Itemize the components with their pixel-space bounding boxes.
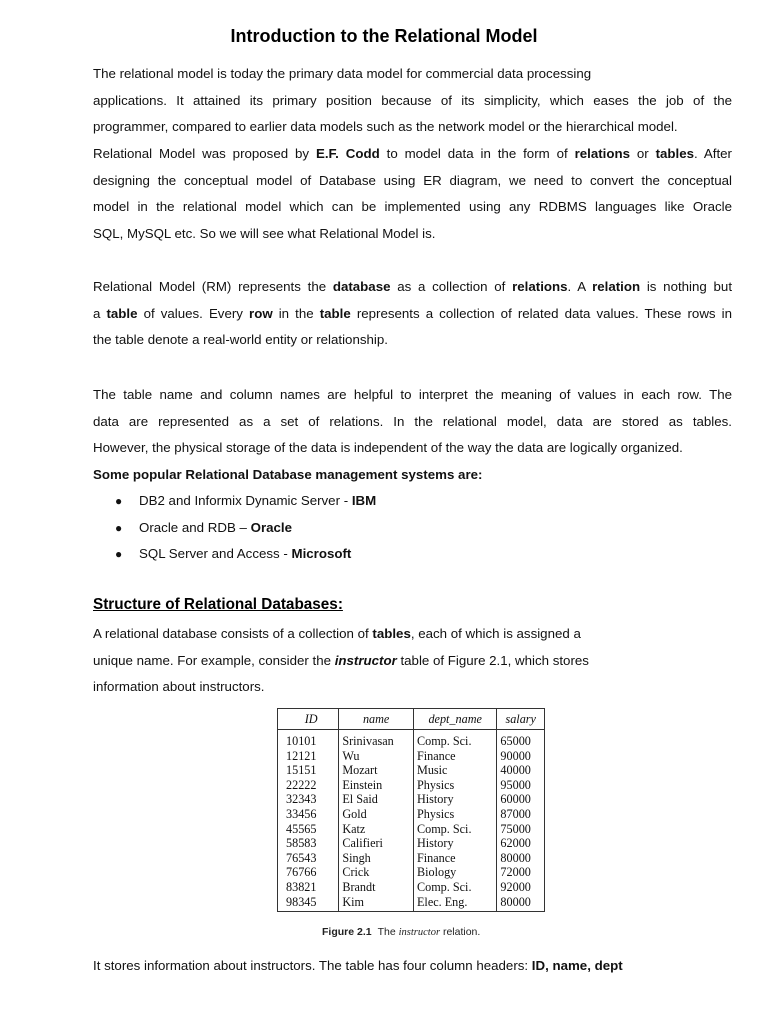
page-title: Introduction to the Relational Model [230, 26, 538, 46]
table-row [278, 836, 545, 851]
text-line: programmer, compared to earlier data models such as the network model or the hierarchical model. [93, 119, 678, 135]
table-cell: 72000 [497, 865, 545, 880]
table-cell: Einstein [339, 778, 414, 793]
table-cell: 10101 [278, 730, 339, 749]
names-paragraph [93, 382, 732, 489]
table-row [278, 792, 545, 807]
table-row [278, 880, 545, 895]
text-line: applications. It attained its primary position because of its simplicity, which eases the job of the [93, 92, 732, 108]
table-cell: Physics [413, 807, 496, 822]
table-cell: Physics [413, 778, 496, 793]
structure-paragraph [93, 621, 732, 701]
table-cell: 45565 [278, 822, 339, 837]
text-line: Relational Model was proposed by E.F. Codd to model data in the form of relations or tables. After [93, 146, 732, 162]
table-row [278, 730, 545, 749]
table-row [278, 807, 545, 822]
table-cell: Mozart [339, 763, 414, 778]
column-header: name [339, 709, 414, 730]
table-cell: 32343 [278, 792, 339, 807]
text-line: the table denote a real-world entity or relationship. [93, 332, 388, 348]
table-cell: 60000 [497, 792, 545, 807]
list-item: ● SQL Server and Access - Microsoft [93, 541, 733, 568]
list-item: ● DB2 and Informix Dynamic Server - IBM [93, 488, 733, 515]
table-cell: Srinivasan [339, 730, 414, 749]
text-line: It stores information about instructors. The table has four column headers: ID, name, dept [93, 958, 623, 973]
table-cell: History [413, 836, 496, 851]
table-cell: 90000 [497, 749, 545, 764]
table-row [278, 778, 545, 793]
text-line: model in the relational model which can be implemented using any RDBMS languages like Oracle [93, 199, 732, 215]
table-cell: Califieri [339, 836, 414, 851]
column-header: salary [497, 709, 545, 730]
text-line: information about instructors. [93, 679, 265, 695]
table-cell: Biology [413, 865, 496, 880]
intro-paragraph [93, 61, 732, 248]
table-cell: 15151 [278, 763, 339, 778]
table-cell: 75000 [497, 822, 545, 837]
table-row [278, 865, 545, 880]
table-row [278, 749, 545, 764]
table-cell: Finance [413, 851, 496, 866]
table-cell: Music [413, 763, 496, 778]
text-line: A relational database consists of a collection of tables, each of which is assigned a [93, 626, 581, 641]
table-cell: 80000 [497, 895, 545, 912]
table-cell: Singh [339, 851, 414, 866]
table-cell: 92000 [497, 880, 545, 895]
rdbms-intro: Some popular Relational Database management systems are: [93, 467, 483, 483]
table-cell: Wu [339, 749, 414, 764]
instructor-figure [277, 708, 545, 912]
table-cell: Gold [339, 807, 414, 822]
final-paragraph [93, 953, 732, 980]
section-heading: Structure of Relational Databases: [93, 596, 343, 613]
table-cell: 76766 [278, 865, 339, 880]
table-cell: 62000 [497, 836, 545, 851]
table-cell: Comp. Sci. [413, 822, 496, 837]
table-row [278, 851, 545, 866]
bullet-icon: ● [115, 547, 123, 562]
table-header-row [278, 709, 545, 730]
table-row [278, 895, 545, 912]
table-cell: 98345 [278, 895, 339, 912]
table-cell: Comp. Sci. [413, 730, 496, 749]
table-cell: 40000 [497, 763, 545, 778]
table-cell: Kim [339, 895, 414, 912]
column-header: ID [278, 709, 339, 730]
table-cell: Brandt [339, 880, 414, 895]
table-row [278, 763, 545, 778]
table-cell: Katz [339, 822, 414, 837]
figure-caption: Figure 2.1 The instructor relation. [322, 926, 481, 938]
text-line: Relational Model (RM) represents the database as a collection of relations. A relation is nothing but [93, 279, 733, 294]
text-line: a table of values. Every row in the table represents a collection of related data values. These rows in [93, 305, 732, 321]
text-line: The table name and column names are helpful to interpret the meaning of values in each row. The [93, 387, 732, 402]
table-cell: Crick [339, 865, 414, 880]
text-line: However, the physical storage of the data is independent of the way the data are logically organized. [93, 440, 683, 456]
text-line: designing the conceptual model of Database using ER diagram, we need to convert the conceptual [93, 172, 732, 188]
table-cell: 22222 [278, 778, 339, 793]
table-cell: 76543 [278, 851, 339, 866]
rm-paragraph [93, 274, 732, 354]
table-cell: History [413, 792, 496, 807]
table-cell: 12121 [278, 749, 339, 764]
table-cell: 83821 [278, 880, 339, 895]
table-cell: 95000 [497, 778, 545, 793]
table-cell: Comp. Sci. [413, 880, 496, 895]
table-cell: 58583 [278, 836, 339, 851]
bullet-icon: ● [115, 520, 123, 535]
text-line: unique name. For example, consider the instructor table of Figure 2.1, which stores [93, 652, 589, 668]
text-line: SQL, MySQL etc. So we will see what Relational Model is. [93, 226, 436, 242]
table-cell: 65000 [497, 730, 545, 749]
rdbms-list [93, 488, 733, 568]
table-cell: 87000 [497, 807, 545, 822]
table-cell: Elec. Eng. [413, 895, 496, 912]
list-item: ● Oracle and RDB – Oracle [93, 515, 733, 542]
table-cell: 80000 [497, 851, 545, 866]
table-cell: 33456 [278, 807, 339, 822]
table-cell: El Said [339, 792, 414, 807]
bullet-icon: ● [115, 494, 123, 508]
table-row [278, 822, 545, 837]
table-cell: Finance [413, 749, 496, 764]
instructor-table [277, 708, 545, 912]
text-line: data are represented as a set of relations. In the relational model, data are stored as tables. [93, 413, 732, 429]
column-header: dept_name [413, 709, 496, 730]
text-line: The relational model is today the primary data model for commercial data processing [93, 66, 592, 81]
